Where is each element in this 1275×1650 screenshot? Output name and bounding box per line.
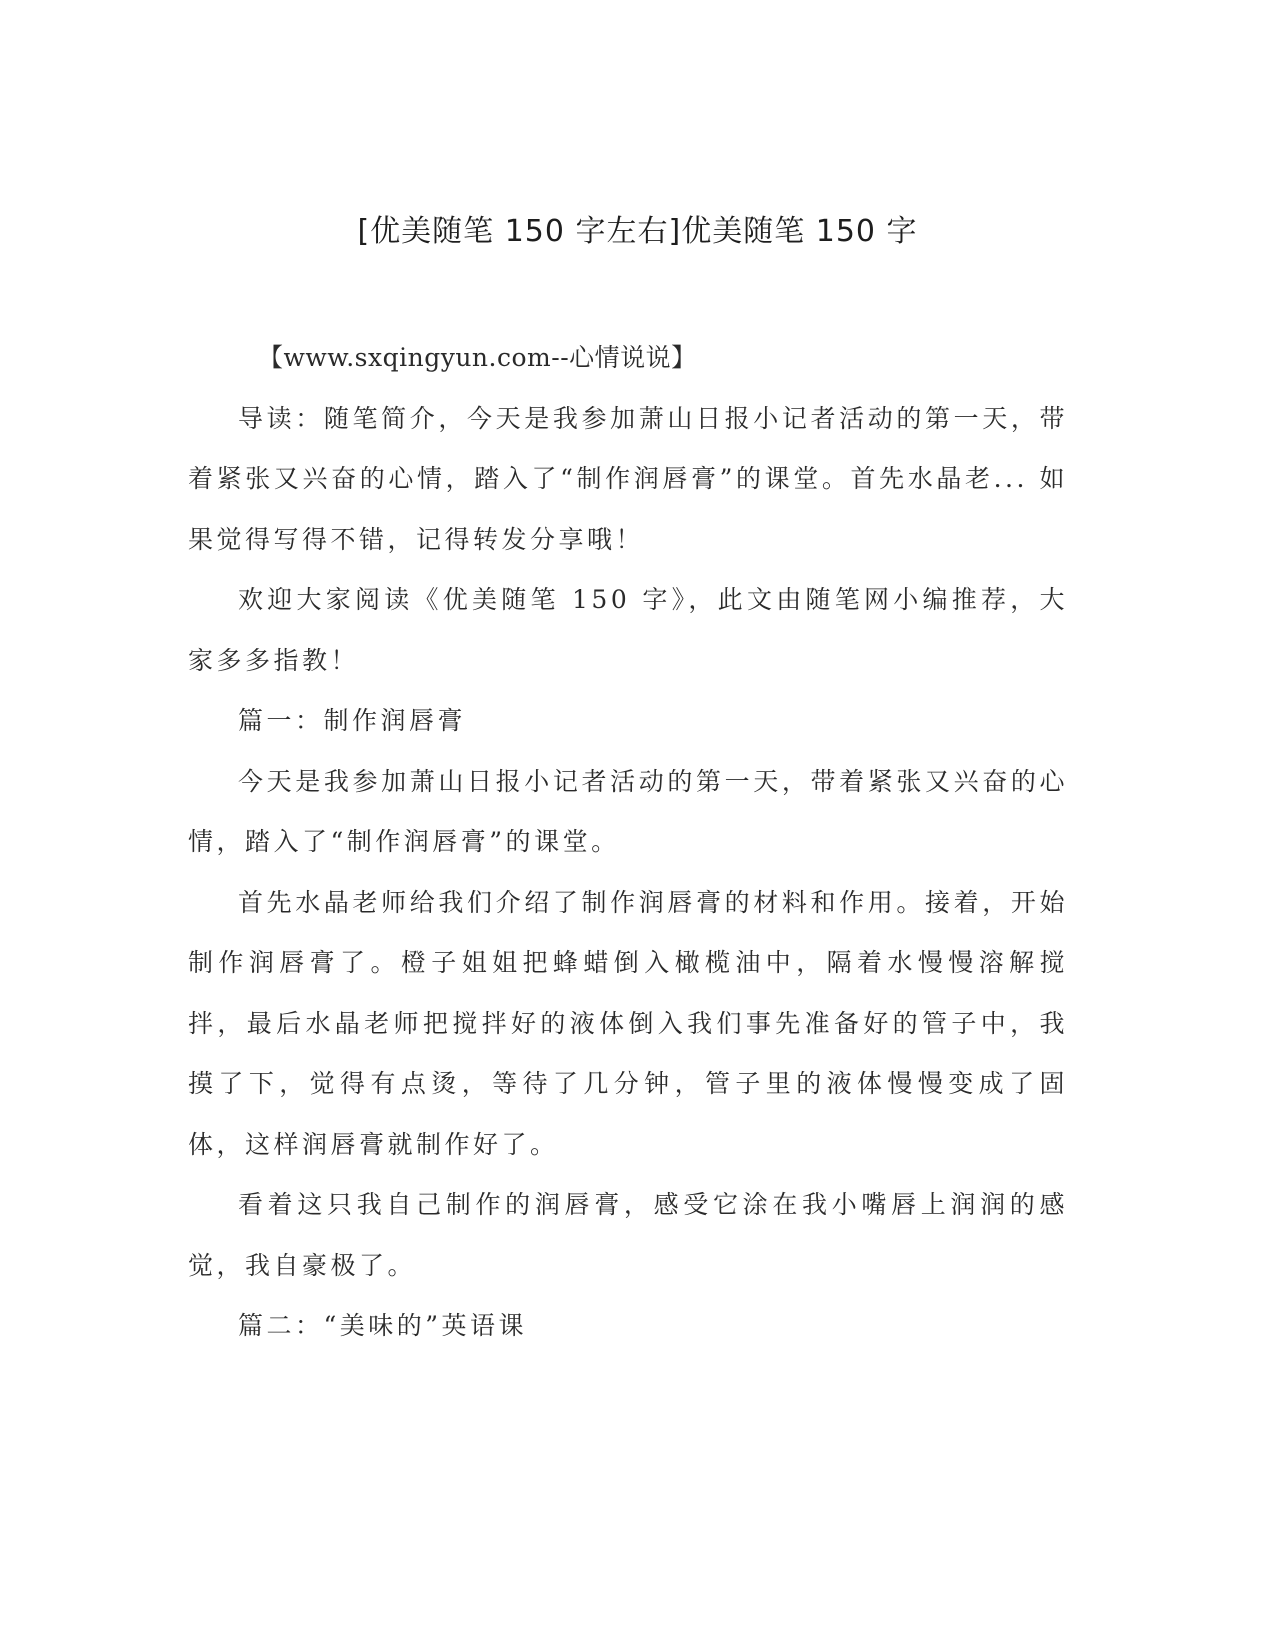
intro-paragraph: 导读：随笔简介，今天是我参加萧山日报小记者活动的第一天，带着紧张又兴奋的心情，踏入了“制作润唇膏”的课堂。首先水晶老... 如果觉得写得不错，记得转发分享哦！ (188, 403, 1068, 554)
document-title: [优美随笔 150 字左右]优美随笔 150 字 (357, 214, 918, 249)
document-body (188, 328, 1068, 1357)
body-paragraph: 首先水晶老师给我们介绍了制作润唇膏的材料和作用。接着，开始制作润唇膏了。橙子姐姐把蜂蜡倒入橄榄油中，隔着水慢慢溶解搅拌，最后水晶老师把搅拌好的液体倒入我们事先准备好的管子中，我摸了下，觉得有点烫，等待了几分钟，管子里的液体慢慢变成了固体，这样润唇膏就制作好了。 (188, 887, 1068, 1159)
welcome-paragraph: 欢迎大家阅读《优美随笔 150 字》，此文由随笔网小编推荐，大家多多指教！ (188, 585, 1068, 675)
section-heading-1: 篇一：制作润唇膏 (238, 706, 467, 735)
section-heading-2: 篇二：“美味的”英语课 (238, 1311, 528, 1340)
body-paragraph: 看着这只我自己制作的润唇膏，感受它涂在我小嘴唇上润润的感觉，我自豪极了。 (188, 1190, 1068, 1280)
body-paragraph: 今天是我参加萧山日报小记者活动的第一天，带着紧张又兴奋的心情，踏入了“制作润唇膏”的课堂。 (188, 766, 1068, 856)
source-line: 【www.sxqingyun.com--心情说说】 (258, 343, 697, 372)
